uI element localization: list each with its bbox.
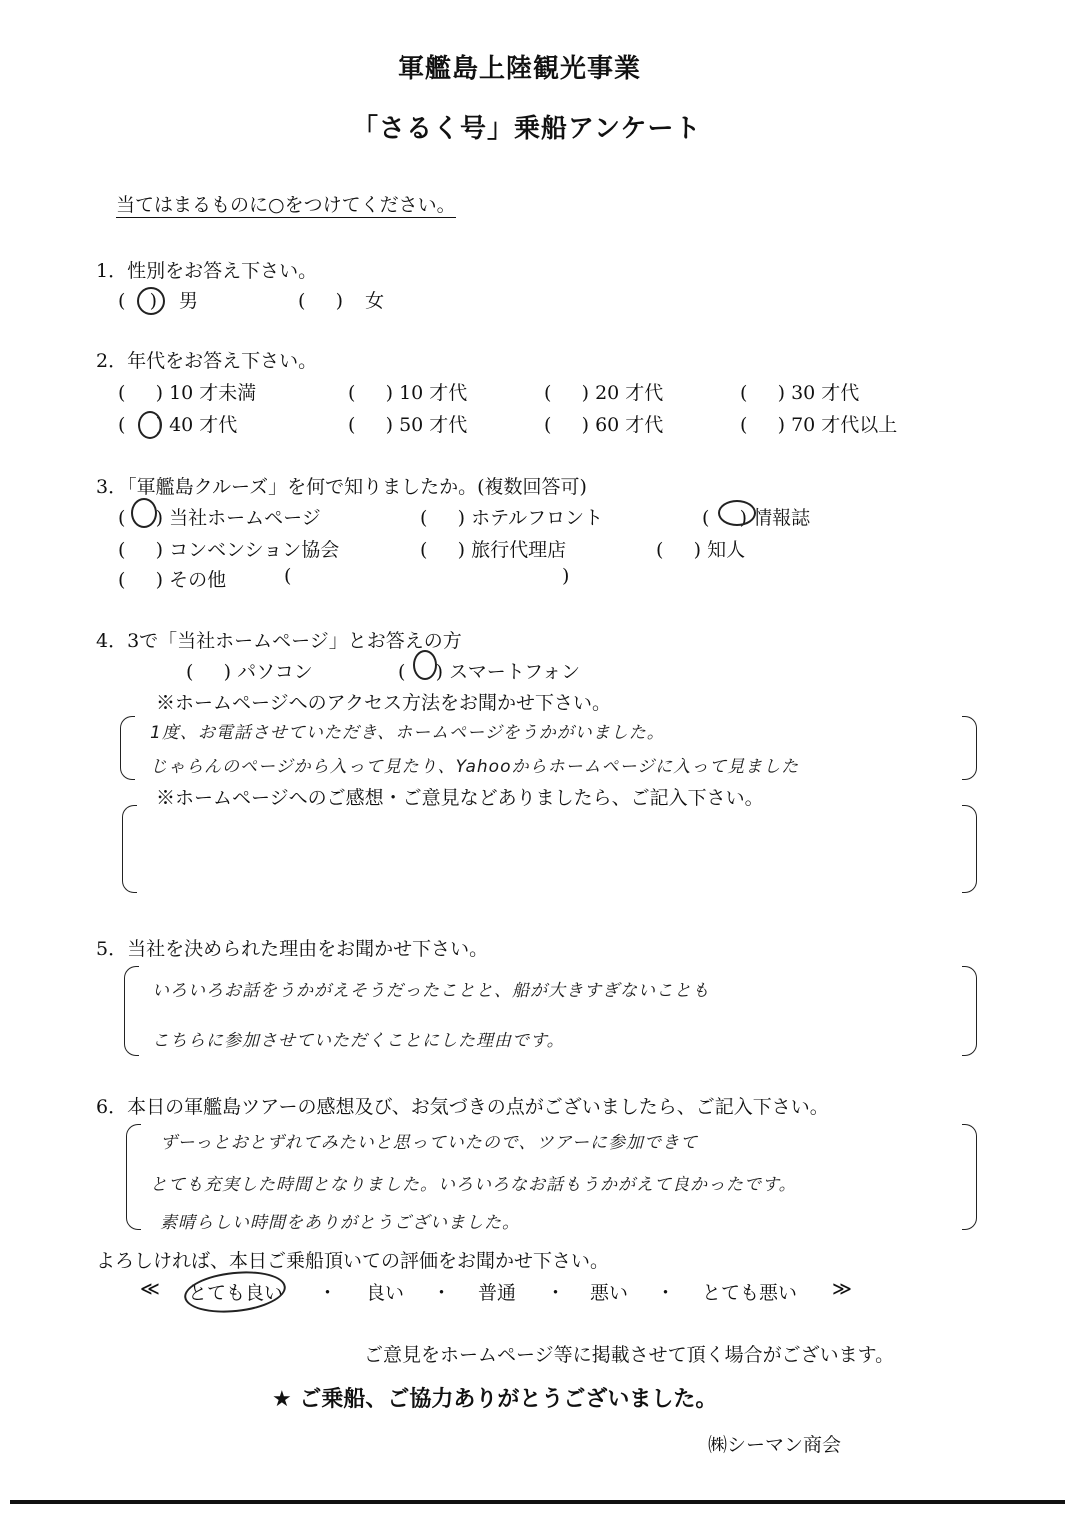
q3-question: 3．「軍艦島クルーズ」を何で知りましたか。(複数回答可) bbox=[96, 476, 587, 498]
q4-access-prompt: ※ホームページへのアクセス方法をお聞かせ下さい。 bbox=[156, 692, 612, 714]
q2-option-20s[interactable]: ( ) 20 才代 bbox=[544, 382, 664, 404]
q2-option-40s[interactable]: ( ) 40 才代 bbox=[118, 414, 238, 436]
q3-option-other[interactable]: ( ) その他 bbox=[118, 569, 227, 591]
q1-male-label: 男 bbox=[179, 290, 199, 312]
rating-separator: ・ bbox=[318, 1282, 338, 1304]
rating-close-bracket: ≫ bbox=[832, 1278, 852, 1300]
q1-option-male[interactable]: ( ) 男 bbox=[118, 290, 199, 312]
company-name: ㈱シーマン商会 bbox=[708, 1434, 842, 1456]
answer-bracket-left bbox=[120, 716, 135, 780]
thanks-message: ★ ご乗船、ご協力ありがとうございました。 bbox=[272, 1387, 718, 1412]
answer-bracket-right bbox=[962, 966, 977, 1056]
rating-prompt: よろしければ、本日ご乗船頂いての評価をお聞かせ下さい。 bbox=[96, 1250, 610, 1272]
instruction: 当てはまるものに○をつけてください。 bbox=[116, 190, 456, 218]
q4-option-smartphone[interactable]: ( ) スマートフォン bbox=[398, 661, 581, 683]
answer-bracket-right bbox=[962, 1124, 977, 1230]
q2-option-30s[interactable]: ( ) 30 才代 bbox=[740, 382, 860, 404]
hand-drawn-circle-mark bbox=[413, 650, 437, 680]
hand-drawn-circle-mark bbox=[138, 411, 162, 439]
q2-option-60s[interactable]: ( ) 60 才代 bbox=[544, 414, 664, 436]
q2-option-70plus[interactable]: ( ) 70 才代以上 bbox=[740, 414, 898, 436]
q2-option-under10[interactable]: ( ) 10 才未満 bbox=[118, 382, 257, 404]
hand-drawn-circle-mark bbox=[718, 500, 756, 526]
q4-access-answer-line2[interactable]: じゃらんのページから入って見たり、Yahooからホームページに入って見ました bbox=[150, 757, 800, 777]
rating-average[interactable]: 普通 bbox=[478, 1282, 517, 1304]
form-title: 軍艦島上陸観光事業 bbox=[398, 54, 642, 84]
answer-bracket-right bbox=[962, 716, 977, 780]
q4-access-answer-line1[interactable]: 1度、お電話させていただき、ホームページをうかがいました。 bbox=[150, 723, 665, 743]
rating-very-good[interactable]: とても良い bbox=[188, 1282, 284, 1304]
answer-bracket-left bbox=[122, 805, 137, 893]
q3-other-open-paren: ( bbox=[284, 565, 292, 587]
q6-answer-line3[interactable]: 素晴らしい時間をありがとうございました。 bbox=[160, 1213, 520, 1233]
form-subtitle: 「さるく号」乗船アンケート bbox=[352, 114, 702, 144]
rating-good[interactable]: 良い bbox=[366, 1282, 405, 1304]
rating-separator: ・ bbox=[656, 1282, 676, 1304]
answer-bracket-right bbox=[962, 805, 977, 893]
q5-answer-line1[interactable]: いろいろお話をうかがえそうだったことと、船が大きすぎないことも bbox=[152, 981, 710, 1001]
q3-option-hotel-front[interactable]: ( ) ホテルフロント bbox=[420, 507, 604, 529]
q2-option-10s[interactable]: ( ) 10 才代 bbox=[348, 382, 468, 404]
q4-option-pc[interactable]: ( ) パソコン bbox=[186, 661, 313, 683]
q2-option-50s[interactable]: ( ) 50 才代 bbox=[348, 414, 468, 436]
rating-very-bad[interactable]: とても悪い bbox=[702, 1282, 798, 1304]
q3-option-acquaintance[interactable]: ( ) 知人 bbox=[656, 539, 746, 561]
q4-opinion-prompt: ※ホームページへのご感想・ご意見などありましたら、ご記入下さい。 bbox=[156, 787, 764, 809]
q4-opinion-answer-area[interactable] bbox=[140, 808, 956, 888]
rating-bad[interactable]: 悪い bbox=[590, 1282, 629, 1304]
answer-bracket-left bbox=[126, 1124, 141, 1230]
q1-option-female[interactable]: ( ) 女 bbox=[298, 290, 385, 312]
q1-question: 1．性別をお答え下さい。 bbox=[96, 260, 318, 282]
q3-option-travel-agency[interactable]: ( ) 旅行代理店 bbox=[420, 539, 567, 561]
q5-answer-line2[interactable]: こちらに参加させていただくことにした理由です。 bbox=[152, 1031, 565, 1051]
q6-question: 6．本日の軍艦島ツアーの感想及び、お気づきの点がございましたら、ご記入下さい。 bbox=[96, 1096, 829, 1118]
q3-option-homepage[interactable]: ( ) 当社ホームページ bbox=[118, 507, 321, 529]
rating-open-bracket: ≪ bbox=[140, 1278, 160, 1300]
q3-option-magazine[interactable]: ( ) 情報誌 bbox=[702, 507, 811, 529]
q2-question: 2．年代をお答え下さい。 bbox=[96, 350, 318, 372]
hand-drawn-circle-mark bbox=[137, 287, 165, 315]
q3-option-convention[interactable]: ( ) コンベンション協会 bbox=[118, 539, 340, 561]
q4-question: 4．3で「当社ホームページ」とお答えの方 bbox=[96, 630, 462, 652]
rating-separator: ・ bbox=[432, 1282, 452, 1304]
rating-separator: ・ bbox=[546, 1282, 566, 1304]
hand-drawn-circle-mark bbox=[182, 1267, 288, 1317]
q5-question: 5．当社を決められた理由をお聞かせ下さい。 bbox=[96, 938, 489, 960]
q3-other-close-paren: ) bbox=[562, 565, 570, 587]
q6-answer-line1[interactable]: ずーっとおとずれてみたいと思っていたので、ツアーに参加できて bbox=[160, 1133, 698, 1153]
footer-divider bbox=[10, 1500, 1065, 1504]
hand-drawn-circle-mark bbox=[131, 498, 157, 528]
answer-bracket-left bbox=[124, 966, 139, 1056]
q6-answer-line2[interactable]: とても充実した時間となりました。いろいろなお話もうかがえて良かったです。 bbox=[150, 1175, 797, 1195]
q1-female-label: 女 bbox=[365, 290, 385, 312]
publication-notice: ご意見をホームページ等に掲載させて頂く場合がございます。 bbox=[364, 1344, 895, 1366]
